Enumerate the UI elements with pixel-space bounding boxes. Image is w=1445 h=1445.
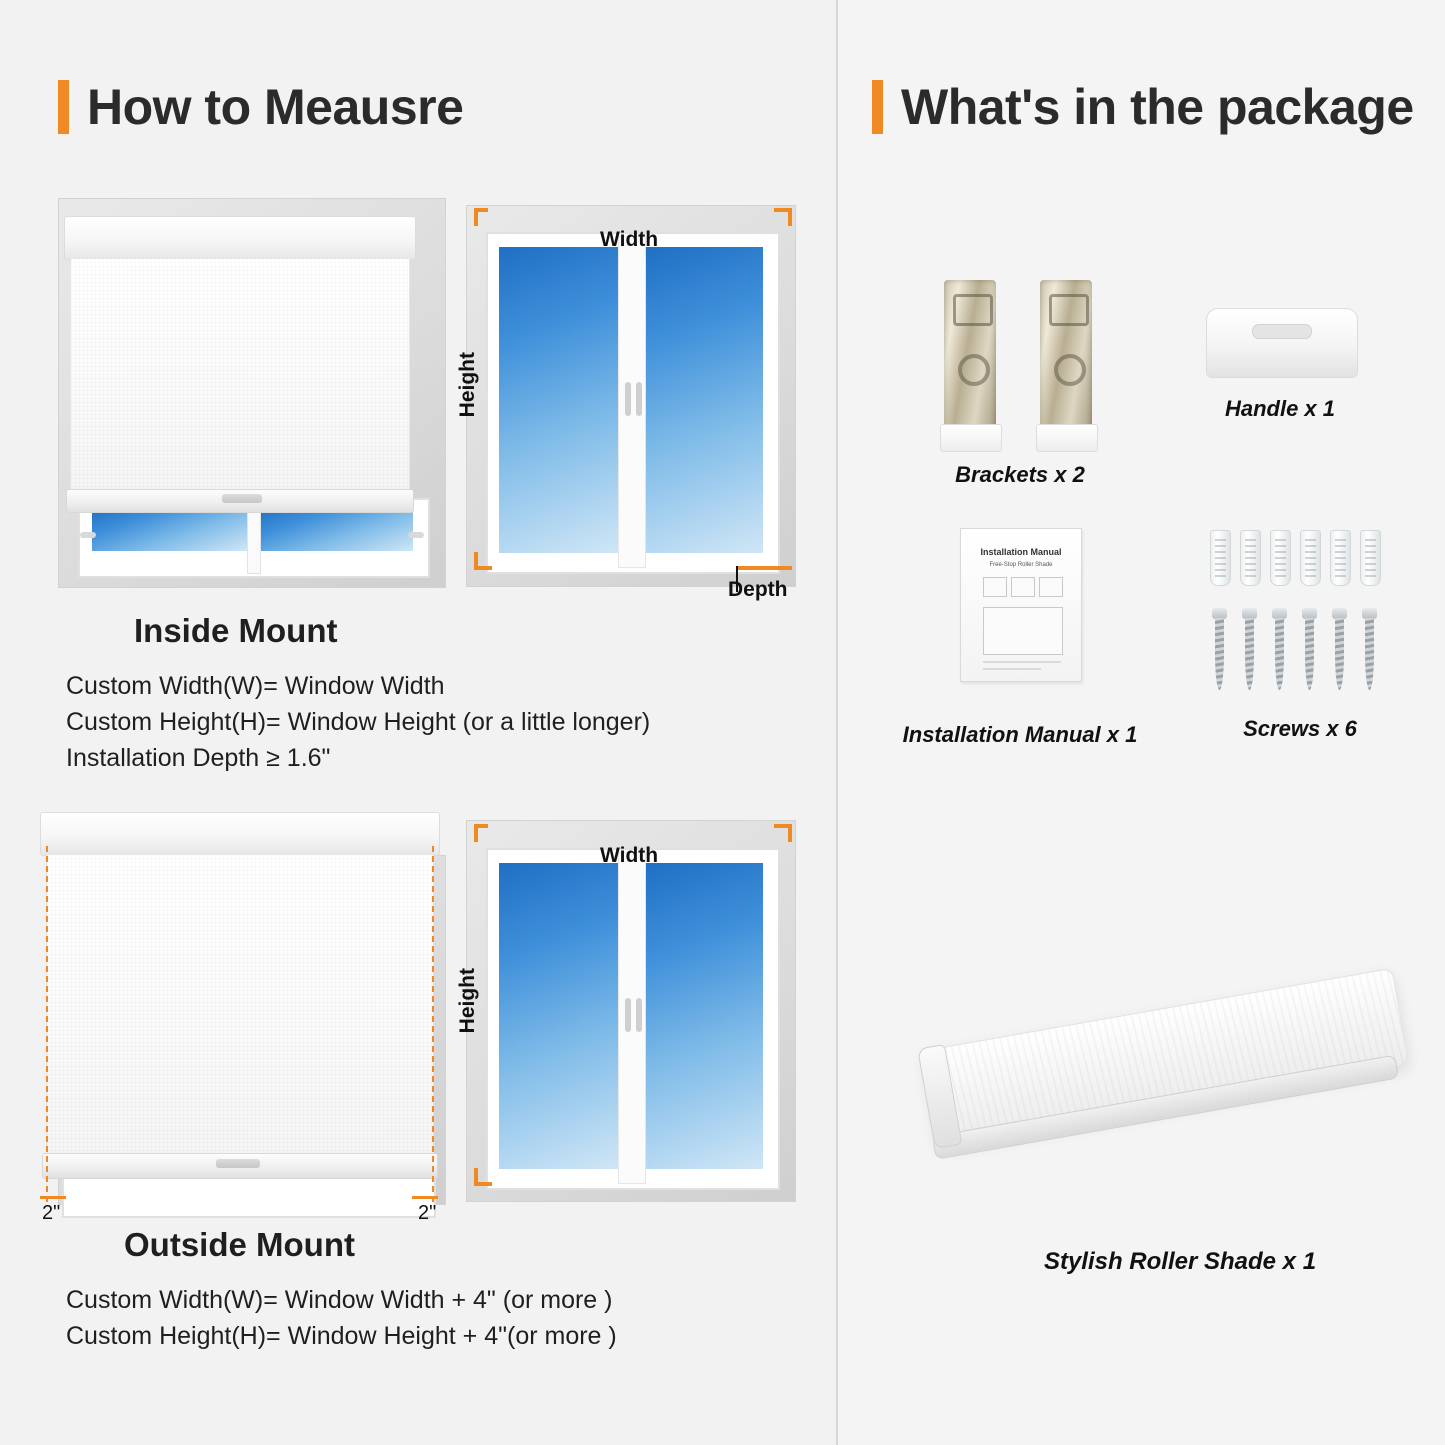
window-handle-left: [80, 532, 96, 538]
screw-icon: [1212, 608, 1227, 690]
anchor-icon: [1210, 530, 1231, 586]
screw-body: [1275, 618, 1284, 690]
tick-top-right-v: [788, 208, 792, 226]
manual-figure-1: [983, 577, 1007, 597]
label-roller-shade: Stylish Roller Shade x 1: [1043, 1248, 1317, 1275]
manual-text-line-1: [983, 661, 1061, 663]
manual-figure-2: [1011, 577, 1035, 597]
outside-dimension-glass-right: [644, 863, 763, 1169]
overhang-dash-left: [46, 846, 48, 1202]
label-brackets: Brackets x 2: [955, 462, 1085, 487]
manual-cover-subtitle: Free-Stop Roller Shade: [989, 562, 1053, 568]
label-height: Height: [456, 352, 479, 418]
inside-mount-line-2: Custom Height(H)= Window Height (or a little longer): [66, 708, 651, 736]
label-depth: Depth: [728, 578, 788, 601]
heading-whats-in-package: [872, 78, 1414, 136]
tick-top-left-v: [474, 208, 478, 226]
panel-divider: [836, 0, 838, 1445]
manual-cover-title: Installation Manual: [980, 547, 1062, 557]
bracket-icon: [1040, 280, 1092, 430]
screw-icon: [1302, 608, 1317, 690]
overhang-mark-right: [412, 1196, 438, 1199]
bracket-base-left: [940, 424, 1002, 452]
anchor-icon: [1330, 530, 1351, 586]
outside-tick-top-left-v: [474, 824, 478, 842]
outside-mount-title: Outside Mount: [124, 1226, 355, 1263]
bracket-icon: [944, 280, 996, 430]
anchor-icon: [1360, 530, 1381, 586]
dimension-glass-left: [499, 247, 618, 553]
outside-label-width: Width: [600, 844, 659, 867]
anchor-icon: [1300, 530, 1321, 586]
heading-whats-in-package-text: What's in the package: [901, 79, 1414, 135]
manual-icon: [960, 528, 1082, 682]
inside-mount-title: Inside Mount: [134, 612, 338, 649]
heading-how-to-measure-text: How to Meausre: [87, 79, 464, 135]
overhang-dash-right: [432, 846, 434, 1202]
label-width: Width: [600, 228, 659, 251]
outside-dimension-handle-b: [636, 998, 642, 1032]
outside-tick-bottom-left-v: [474, 1168, 478, 1186]
dimension-glass-right: [644, 247, 763, 553]
screw-body: [1305, 618, 1314, 690]
outside-shade-headrail: [40, 812, 440, 856]
anchor-icon: [1270, 530, 1291, 586]
screw-body: [1245, 618, 1254, 690]
screw-icon: [1362, 608, 1377, 690]
outside-dimension-glass-left: [499, 863, 618, 1169]
handle-grip-slot: [1252, 324, 1312, 339]
screw-icon: [1242, 608, 1257, 690]
handle-icon: [1206, 308, 1358, 378]
bracket-base-right: [1036, 424, 1098, 452]
window-glass-left: [92, 509, 247, 551]
manual-text-line-2: [983, 668, 1041, 670]
window-glass-right: [258, 509, 413, 551]
overhang-mark-left: [40, 1196, 66, 1199]
overhang-label-right: 2": [418, 1202, 437, 1224]
outside-shade-fabric: [46, 854, 434, 1156]
outside-shade-pull-handle: [216, 1159, 260, 1168]
heading-how-to-measure: [58, 78, 463, 136]
tick-bottom-left-v: [474, 552, 478, 570]
outside-tick-top-right-v: [788, 824, 792, 842]
overhang-label-left: 2": [42, 1202, 61, 1224]
screw-body: [1365, 618, 1374, 690]
tick-depth: [738, 566, 792, 570]
shade-fabric: [70, 258, 410, 492]
anchor-icon: [1240, 530, 1261, 586]
outside-mount-line-1: Custom Width(W)= Window Width + 4" (or more ): [66, 1286, 613, 1314]
dimension-handle-a: [625, 382, 631, 416]
screw-icon: [1332, 608, 1347, 690]
inside-mount-line-3: Installation Depth ≥ 1.6": [66, 744, 331, 772]
heading-accent-bar: [872, 80, 883, 134]
screw-body: [1335, 618, 1344, 690]
screw-icon: [1272, 608, 1287, 690]
dimension-handle-b: [636, 382, 642, 416]
window-handle-right: [408, 532, 424, 538]
label-screws: Screws x 6: [1243, 716, 1357, 741]
heading-accent-bar: [58, 80, 69, 134]
screw-body: [1215, 618, 1224, 690]
shade-headrail: [64, 216, 416, 260]
outside-dimension-handle-a: [625, 998, 631, 1032]
shade-pull-handle: [222, 494, 262, 503]
label-manual: Installation Manual x 1: [902, 722, 1138, 747]
manual-figure-3: [1039, 577, 1063, 597]
outside-mount-line-2: Custom Height(H)= Window Height + 4"(or more ): [66, 1322, 617, 1350]
manual-figure-main: [983, 607, 1063, 655]
label-handle: Handle x 1: [1224, 396, 1336, 421]
outside-label-height: Height: [456, 968, 479, 1034]
inside-mount-line-1: Custom Width(W)= Window Width: [66, 672, 445, 700]
